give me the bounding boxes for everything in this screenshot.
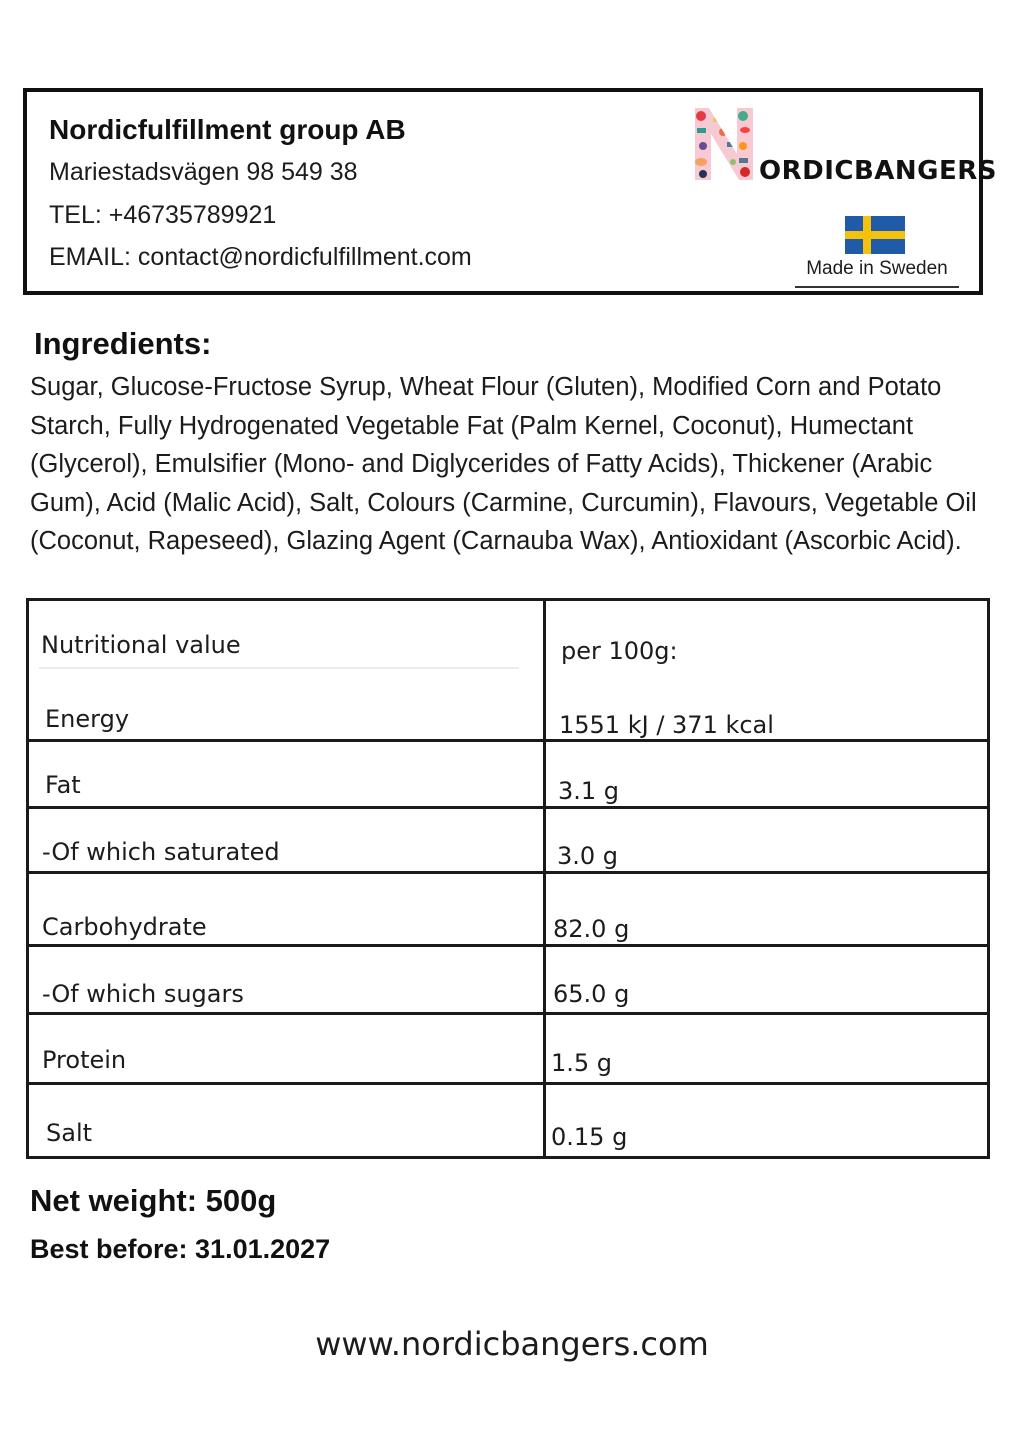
net-weight: Net weight: 500g bbox=[30, 1183, 277, 1218]
row-divider bbox=[29, 1082, 987, 1085]
nutrient-label-energy: Energy bbox=[45, 705, 130, 733]
nutrition-table bbox=[26, 598, 990, 1159]
website-link[interactable]: www.nordicbangers.com bbox=[315, 1325, 709, 1363]
nutrient-label-fat: Fat bbox=[45, 771, 81, 799]
header-divider bbox=[39, 667, 519, 669]
best-before-date: Best before: 31.01.2027 bbox=[30, 1234, 331, 1264]
brand-wordmark: ORDICBANGERS bbox=[759, 156, 998, 186]
row-divider bbox=[29, 944, 987, 947]
row-divider bbox=[29, 871, 987, 874]
company-phone: TEL: +46735789921 bbox=[49, 201, 277, 229]
sweden-flag-icon bbox=[845, 216, 905, 254]
nutrient-value-salt: 0.15 g bbox=[551, 1123, 628, 1151]
nutrient-label-carbohydrate: Carbohydrate bbox=[42, 913, 207, 941]
nutrient-value-sugars: 65.0 g bbox=[553, 980, 630, 1008]
candy-letter-n-icon bbox=[693, 106, 755, 182]
nutrient-value-protein: 1.5 g bbox=[551, 1049, 613, 1077]
nutrient-value-saturated: 3.0 g bbox=[557, 842, 619, 870]
nutrient-label-protein: Protein bbox=[42, 1046, 127, 1074]
column-divider bbox=[543, 601, 546, 1156]
row-divider bbox=[29, 806, 987, 809]
ingredients-heading: Ingredients: bbox=[34, 326, 212, 361]
company-email: EMAIL: contact@nordicfulfillment.com bbox=[49, 243, 472, 271]
nutrition-header-label: Nutritional value bbox=[41, 631, 241, 659]
company-name: Nordicfulfillment group AB bbox=[49, 114, 406, 145]
nutrient-label-sugars: -Of which sugars bbox=[42, 980, 244, 1008]
nutrient-value-energy: 1551 kJ / 371 kcal bbox=[559, 711, 774, 739]
made-in-label: Made in Sweden bbox=[795, 258, 959, 288]
brand-logo bbox=[693, 106, 998, 186]
row-divider bbox=[29, 739, 987, 742]
row-divider bbox=[29, 1012, 987, 1015]
nutrient-value-fat: 3.1 g bbox=[558, 777, 620, 805]
nutrient-label-saturated: -Of which saturated bbox=[42, 838, 280, 866]
nutrition-header-value: per 100g: bbox=[561, 637, 678, 665]
ingredients-list: Sugar, Glucose-Fructose Syrup, Wheat Flour (Gluten), Modified Corn and Potato Starch, Fully Hydrogenated Vegetable Fat (Palm Kernel, Coconut), Humectant (Glycerol), Emulsifier (Mono- and Diglycerides of Fatty Acids), Thickener (Arabic Gum), Acid (Malic Acid), Salt, Colours (Carmine, Curcumin), Flavours, Vegetable Oil (Coconut, Rapeseed), Glazing Agent (Carnauba Wax), Antioxidant (Ascorbic Acid). bbox=[30, 373, 977, 555]
company-info-box bbox=[23, 88, 998, 295]
nutrient-value-carbohydrate: 82.0 g bbox=[553, 915, 630, 943]
nutrient-label-salt: Salt bbox=[46, 1119, 93, 1147]
company-address: Mariestadsvägen 98 549 38 bbox=[49, 158, 358, 186]
